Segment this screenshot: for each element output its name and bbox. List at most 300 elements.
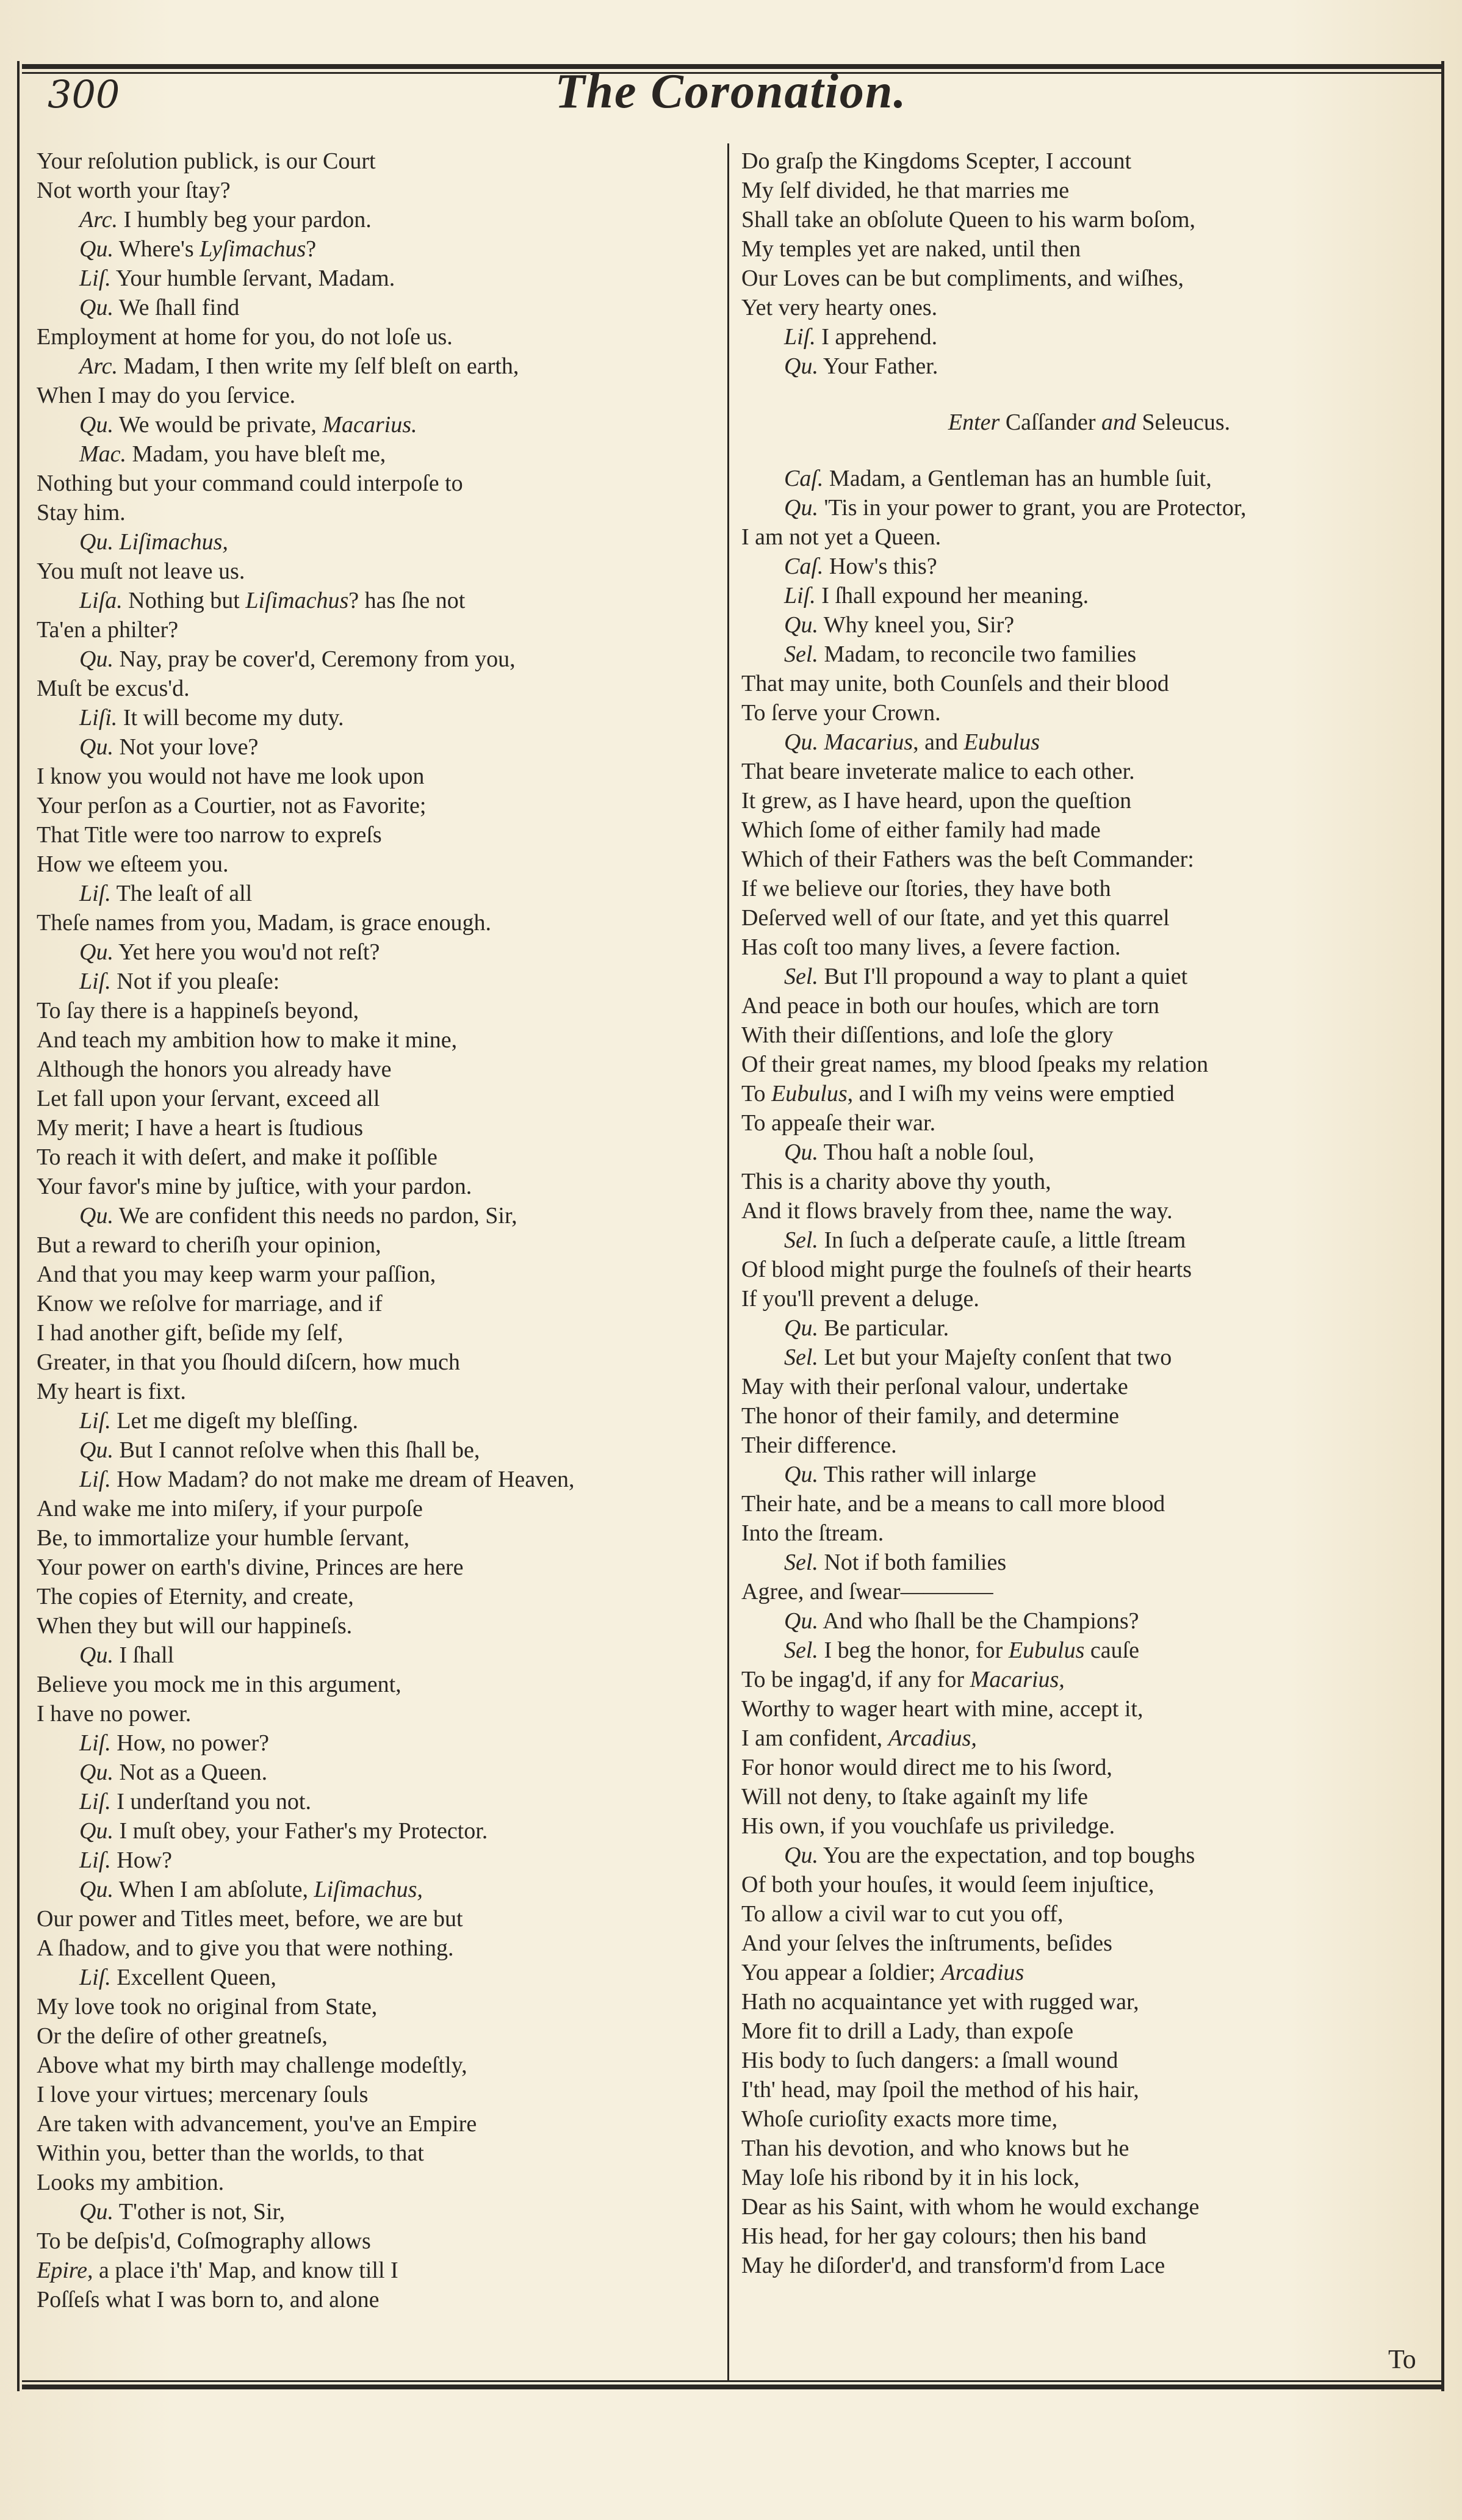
line-text: Not as a Queen. [113, 1760, 268, 1785]
italic-text: Macarius [824, 729, 913, 755]
line-text: Which ſome of either family had made [741, 817, 1101, 843]
line-text: Your favor's mine by juſtice, with your pardon. [37, 1174, 472, 1199]
line-text: Their hate, and be a means to call more blood [741, 1491, 1165, 1517]
speaker-prefix: Qu. [784, 1608, 818, 1634]
verse-line [741, 874, 1437, 903]
line-text: Your Father. [818, 353, 938, 379]
line-text: Dear as his Saint, with whom he would exchange [741, 2194, 1200, 2220]
verse-line [741, 234, 1437, 264]
verse-line [741, 1958, 1437, 1987]
speech-line [741, 1606, 1437, 1636]
line-text: His own, if you vouchſafe us priviledge. [741, 1813, 1115, 1839]
running-title: The Coronation. [555, 65, 907, 118]
speech-line [37, 1787, 720, 1816]
verse-line [741, 1401, 1437, 1431]
speech-line [37, 1816, 720, 1846]
line-text: Nothing but [122, 588, 246, 613]
line-text: My merit; I have a heart is ſtudious [37, 1115, 364, 1141]
speech-line [741, 1460, 1437, 1489]
line-text: Madam, you have bleſt me, [126, 441, 386, 467]
verse-line [37, 322, 720, 352]
line-text: Your power on earth's divine, Princes are here [37, 1554, 464, 1580]
speaker-prefix: Liſ. [79, 969, 111, 994]
verse-line [741, 1577, 1437, 1606]
verse-line [741, 991, 1437, 1020]
line-text: I ſhall expound her meaning. [815, 583, 1089, 608]
speech-line [37, 1728, 720, 1758]
speech-line [741, 1636, 1437, 1665]
verse-line [741, 146, 1437, 176]
speaker-prefix: Liſ. [79, 1789, 111, 1814]
speaker-prefix: Liſ. [79, 1467, 111, 1492]
stage-direction [741, 381, 1437, 464]
verse-line [741, 1284, 1437, 1313]
speaker-prefix: Qu. [784, 1462, 818, 1487]
verse-line [741, 1694, 1437, 1724]
verse-line [741, 1987, 1437, 2016]
speech-line [741, 727, 1437, 757]
line-text: Muſt be excus'd. [37, 676, 190, 701]
line-text: I am not yet a Queen. [741, 524, 942, 550]
verse-line [37, 1582, 720, 1611]
speech-line [37, 234, 720, 264]
verse-line [741, 1665, 1437, 1694]
italic-text: and [1101, 410, 1137, 435]
verse-line [741, 1724, 1437, 1753]
verse-line [741, 1020, 1437, 1050]
line-text: To be ingag'd, if any for [741, 1667, 970, 1692]
verse-line [741, 786, 1437, 815]
line-text: I am confident, [741, 1725, 888, 1751]
line-text: Madam, to reconcile two families [818, 641, 1137, 667]
speech-line [37, 879, 720, 908]
verse-line [741, 1372, 1437, 1401]
verse-line [37, 1611, 720, 1641]
verse-line [37, 996, 720, 1025]
verse-line [37, 762, 720, 791]
speaker-prefix: Liſ. [784, 324, 816, 350]
verse-line [37, 1289, 720, 1318]
verse-line [741, 933, 1437, 962]
line-text: And wake me into miſery, if your purpoſe [37, 1496, 423, 1522]
line-text: The honor of their family, and determine [741, 1403, 1120, 1429]
speaker-prefix: Sel. [784, 1637, 818, 1663]
line-text: Although the honors you already have [37, 1056, 392, 1082]
line-text: I humbly beg your pardon. [117, 207, 372, 233]
speaker-prefix: Qu. [79, 295, 113, 320]
speech-line [37, 644, 720, 674]
verse-line [37, 1230, 720, 1260]
verse-line [741, 1050, 1437, 1079]
line-text: Poſſeſs what I was born to, and alone [37, 2287, 380, 2312]
speaker-prefix: Qu. [784, 612, 818, 638]
line-text: Within you, better than the worlds, to that [37, 2140, 424, 2166]
italic-text: Macarius. [322, 412, 417, 438]
line-text: Thou haſt a noble ſoul, [818, 1139, 1034, 1165]
line-text: It will become my duty. [117, 705, 344, 731]
speaker-prefix: Sel. [784, 1550, 818, 1575]
line-text: May with their perſonal valour, undertake [741, 1374, 1128, 1399]
line-text: If we believe our ſtories, they have both [741, 876, 1111, 901]
line-text: His body to ſuch dangers: a ſmall wound [741, 2048, 1118, 2073]
speaker-prefix: Mac. [79, 441, 127, 467]
line-text: You muſt not leave us. [37, 558, 245, 584]
line-text: How? [110, 1847, 173, 1873]
line-text: My ſelf divided, he that marries me [741, 178, 1070, 203]
line-text: T'other is not, Sir, [113, 2199, 286, 2225]
speech-line [37, 1963, 720, 1992]
line-text: Not your love? [113, 734, 259, 760]
speech-line [37, 2197, 720, 2226]
verse-line [741, 2016, 1437, 2046]
speaker-prefix: Liſ. [79, 1847, 111, 1873]
speaker-prefix: Liſi. [79, 705, 118, 731]
verse-line [741, 2251, 1437, 2280]
verse-line [37, 1933, 720, 1963]
line-text: , a place i'th' Map, and know till I [87, 2258, 398, 2283]
speech-line [741, 581, 1437, 610]
line-text: Be, to immortalize your humble ſervant, [37, 1525, 410, 1551]
verse-line [37, 1904, 720, 1933]
speaker-prefix: Qu. [784, 495, 818, 521]
line-text: Why kneel you, Sir? [818, 612, 1015, 638]
speech-line [37, 1875, 720, 1904]
verse-line [37, 1143, 720, 1172]
line-text: Not worth your ſtay? [37, 178, 231, 203]
line-text: I beg the honor, for [818, 1637, 1009, 1663]
line-text: Your humble ſervant, Madam. [110, 265, 395, 291]
speech-line [741, 1226, 1437, 1255]
verse-line [741, 1108, 1437, 1138]
line-text: cauſe [1084, 1637, 1140, 1663]
speech-line [37, 352, 720, 381]
line-text: To [741, 1081, 772, 1107]
line-text: The copies of Eternity, and create, [37, 1584, 354, 1609]
line-text: And it flows bravely from thee, name the way. [741, 1198, 1173, 1224]
line-text: To ſay there is a happineſs beyond, [37, 998, 359, 1024]
line-text: To reach it with deſert, and make it poſſible [37, 1144, 438, 1170]
speaker-prefix: Caſ. [784, 466, 824, 491]
line-text: Yet here you wou'd not reſt? [113, 939, 380, 965]
page-number: 300 [48, 72, 120, 117]
speaker-prefix: Qu. [784, 1139, 818, 1165]
verse-line [741, 1753, 1437, 1782]
speech-line [741, 464, 1437, 493]
verse-line [741, 1167, 1437, 1196]
speaker-prefix: Sel. [784, 1345, 818, 1370]
verse-line [741, 1518, 1437, 1548]
verse-line [37, 1699, 720, 1728]
verse-line [741, 522, 1437, 552]
line-text: Ta'en a philter? [37, 617, 179, 643]
speech-line [37, 527, 720, 557]
verse-line [37, 1260, 720, 1289]
speech-line [37, 732, 720, 762]
line-text: ? [306, 236, 317, 262]
speech-line [741, 1138, 1437, 1167]
verse-line [37, 1670, 720, 1699]
line-text: ? has ſhe not [348, 588, 466, 613]
line-text: You appear a ſoldier; [741, 1960, 942, 1985]
italic-text: Arcadius, [888, 1725, 977, 1751]
speech-line [37, 439, 720, 469]
line-text: How Madam? do not make me dream of Heaven, [110, 1467, 575, 1492]
line-text: Nay, pray be cover'd, Ceremony from you, [113, 646, 516, 672]
line-text: The leaſt of all [110, 881, 253, 906]
verse-line [37, 2168, 720, 2197]
line-text: I know you would not have me look upon [37, 764, 425, 789]
speaker-prefix: Liſ. [79, 1965, 111, 1990]
speech-line [741, 322, 1437, 352]
line-text: We are confident this needs no pardon, Sir, [113, 1203, 517, 1229]
line-text: Our power and Titles meet, before, we are but [37, 1906, 463, 1932]
line-text: And teach my ambition how to make it mine, [37, 1027, 458, 1053]
verse-line [37, 2021, 720, 2051]
verse-line [741, 1196, 1437, 1226]
column-divider [727, 143, 729, 2380]
line-text: And peace in both our houſes, which are torn [741, 993, 1159, 1019]
line-text: Be particular. [818, 1315, 949, 1341]
verse-line [37, 2109, 720, 2139]
speaker-prefix: Liſ. [79, 881, 111, 906]
verse-line [741, 698, 1437, 727]
verse-line [741, 2222, 1437, 2251]
line-text: A ſhadow, and to give you that were nothing. [37, 1935, 454, 1961]
speech-line [37, 1641, 720, 1670]
line-text: Let fall upon your ſervant, exceed all [37, 1086, 380, 1111]
speech-line [37, 264, 720, 293]
speaker-prefix: Arc. [79, 353, 118, 379]
speech-line [37, 703, 720, 732]
speaker-prefix: Sel. [784, 641, 818, 667]
speaker-prefix: Qu. [79, 2199, 113, 2225]
verse-line [37, 176, 720, 205]
catchword: To [1388, 2344, 1416, 2374]
line-text: More fit to drill a Lady, than expoſe [741, 2018, 1074, 2044]
line-text: That beare inveterate malice to each other. [741, 759, 1135, 784]
line-text: Greater, in that you ſhould diſcern, how much [37, 1349, 460, 1375]
verse-line [37, 2080, 720, 2109]
line-text: Do graſp the Kingdoms Scepter, I account [741, 148, 1132, 174]
line-text: How, no power? [110, 1730, 269, 1756]
speaker-prefix: Qu. [79, 236, 113, 262]
line-text: I apprehend. [815, 324, 938, 350]
verse-line [741, 669, 1437, 698]
line-text: Seleucus. [1136, 410, 1231, 435]
speech-line [741, 962, 1437, 991]
italic-text: Eubulus [771, 1081, 848, 1107]
line-text: Where's [113, 236, 200, 262]
line-text: Not if you pleaſe: [110, 969, 280, 994]
italic-text: Epire [37, 2258, 88, 2283]
verse-line [37, 1377, 720, 1406]
line-text: 'Tis in your power to grant, you are Protector, [818, 495, 1247, 521]
verse-line [741, 757, 1437, 786]
verse-line [741, 903, 1437, 933]
speech-line [37, 410, 720, 439]
line-text: I had another gift, beſide my ſelf, [37, 1320, 344, 1346]
speech-line [37, 1465, 720, 1494]
line-text: I underſtand you not. [110, 1789, 311, 1814]
verse-line [37, 1318, 720, 1348]
speech-line [741, 640, 1437, 669]
line-text: Madam, a Gentleman has an humble ſuit, [823, 466, 1212, 491]
verse-line [37, 850, 720, 879]
line-text: My temples yet are naked, until then [741, 236, 1081, 262]
line-text: But I'll propound a way to plant a quiet [818, 964, 1188, 989]
verse-line [741, 1782, 1437, 1811]
line-text: In ſuch a deſperate cauſe, a little ſtream [818, 1227, 1186, 1253]
italic-text: Lyſimachus [200, 236, 306, 262]
italic-text: Arcadius [941, 1960, 1024, 1985]
verse-line [741, 2075, 1437, 2104]
line-text: Or the deſire of other greatneſs, [37, 2023, 328, 2049]
verse-line [741, 1929, 1437, 1958]
speech-line [37, 205, 720, 234]
line-text: Whoſe curioſity exacts more time, [741, 2106, 1058, 2132]
line-text: It grew, as I have heard, upon the queſtion [741, 788, 1132, 814]
right-frame-line [1441, 61, 1444, 2391]
line-text: I'th' head, may ſpoil the method of his hair, [741, 2077, 1139, 2103]
speech-line [37, 937, 720, 967]
line-text: To allow a civil war to cut you off, [741, 1901, 1064, 1927]
line-text: I love your virtues; mercenary ſouls [37, 2082, 369, 2107]
line-text: When I am abſolute, [113, 1877, 314, 1902]
line-text: Believe you mock me in this argument, [37, 1672, 402, 1697]
line-text: Will not deny, to ſtake againſt my life [741, 1784, 1088, 1810]
line-text: Their difference. [741, 1432, 897, 1458]
line-text: Shall take an obſolute Queen to his warm boſom, [741, 207, 1196, 233]
line-text: Let but your Majeſty conſent that two [818, 1345, 1172, 1370]
line-text: Are taken with advancement, you've an Empire [37, 2111, 477, 2137]
verse-line [37, 2139, 720, 2168]
speaker-prefix: Sel. [784, 964, 818, 989]
italic-text: Liſimachus, [119, 529, 228, 555]
speech-line [37, 1435, 720, 1465]
line-text: My heart is fixt. [37, 1379, 186, 1404]
speaker-prefix: Liſ. [79, 1408, 111, 1434]
line-text: My love took no original from State, [37, 1994, 378, 2020]
verse-line [741, 845, 1437, 874]
verse-line [37, 1523, 720, 1553]
verse-line [37, 469, 720, 498]
verse-line [37, 1084, 720, 1113]
speaker-prefix: Liſa. [79, 588, 123, 613]
line-text: Which of their Fathers was the beſt Commander: [741, 847, 1194, 872]
speech-line [37, 1406, 720, 1435]
line-text: May he diſorder'd, and transform'd from Lace [741, 2253, 1165, 2278]
speaker-prefix: Qu. [79, 1877, 113, 1902]
speaker-prefix: Arc. [79, 207, 118, 233]
italic-text: Liſimachus [245, 588, 349, 613]
verse-line [741, 264, 1437, 293]
line-text: Our Loves can be but compliments, and wiſhes, [741, 265, 1184, 291]
line-text: Caſſander [999, 410, 1102, 435]
verse-line [741, 1255, 1437, 1284]
line-text: Your perſon as a Courtier, not as Favorite; [37, 793, 427, 818]
verse-line [741, 1899, 1437, 1929]
verse-line [741, 205, 1437, 234]
verse-line [37, 1992, 720, 2021]
speech-line [741, 493, 1437, 522]
verse-line [741, 815, 1437, 845]
line-text: Above what my birth may challenge modeſtly, [37, 2052, 467, 2078]
line-text: If you'll prevent a deluge. [741, 1286, 979, 1312]
verse-line [37, 498, 720, 527]
italic-text: Eubulus [1008, 1637, 1085, 1663]
line-text: , and [913, 729, 964, 755]
line-text: And your ſelves the inſtruments, beſides [741, 1930, 1112, 1956]
speaker-prefix: Caſ. [784, 554, 824, 579]
speech-line [741, 552, 1437, 581]
verse-line [37, 791, 720, 820]
verse-line [741, 1811, 1437, 1841]
verse-line [37, 381, 720, 410]
line-text: Employment at home for you, do not loſe us. [37, 324, 453, 350]
verse-line [37, 2256, 720, 2285]
line-text: Yet very hearty ones. [741, 295, 938, 320]
italic-text: Liſimachus, [314, 1877, 423, 1902]
speaker-prefix: Qu. [784, 729, 818, 755]
verse-line [741, 2192, 1437, 2222]
verse-line [741, 2046, 1437, 2075]
verse-line [37, 146, 720, 176]
line-text: May loſe his ribond by it in his lock, [741, 2165, 1080, 2190]
verse-line [741, 2134, 1437, 2163]
line-text: That may unite, both Counſels and their blood [741, 671, 1169, 696]
speaker-prefix: Qu. [79, 939, 113, 965]
line-text: I muſt obey, your Father's my Protector. [113, 1818, 488, 1844]
line-text: His head, for her gay colours; then his band [741, 2223, 1147, 2249]
speaker-prefix: Qu. [79, 734, 113, 760]
line-text: Of blood might purge the foulneſs of their hearts [741, 1257, 1192, 1282]
verse-line [37, 1553, 720, 1582]
verse-line [37, 1494, 720, 1523]
line-text: Than his devotion, and who knows but he [741, 2136, 1129, 2161]
speaker-prefix: Liſ. [79, 1730, 111, 1756]
speech-line [741, 1343, 1437, 1372]
line-text: To be deſpis'd, Coſmography allows [37, 2228, 371, 2254]
line-text: We ſhall find [113, 295, 240, 320]
line-text: Stay him. [37, 500, 126, 525]
line-text: You are the expectation, and top boughs [818, 1843, 1195, 1868]
line-text: And who ſhall be the Champions? [818, 1608, 1139, 1634]
line-text: When they but will our happineſs. [37, 1613, 353, 1639]
verse-line [37, 2226, 720, 2256]
verse-line [37, 1025, 720, 1055]
line-text: Your reſolution publick, is our Court [37, 148, 376, 174]
speech-line [37, 1201, 720, 1230]
line-text: Let me digeſt my bleſſing. [110, 1408, 359, 1434]
speech-line [741, 1313, 1437, 1343]
bottom-rule-thin [22, 2380, 1444, 2382]
speech-line [37, 1758, 720, 1787]
line-text: , and I wiſh my veins were emptied [847, 1081, 1175, 1107]
verse-line [741, 1489, 1437, 1518]
line-text: To appeaſe their war. [741, 1110, 936, 1136]
speaker-prefix: Sel. [784, 1227, 818, 1253]
bottom-rule [22, 2385, 1444, 2389]
verse-line [37, 1055, 720, 1084]
speaker-prefix: Liſ. [784, 583, 816, 608]
verse-line [741, 1870, 1437, 1899]
line-text: And that you may keep warm your paſſion, [37, 1262, 436, 1287]
verse-line [741, 1079, 1437, 1108]
line-text: For honor would direct me to his ſword, [741, 1755, 1112, 1780]
line-text: Looks my ambition. [37, 2170, 225, 2195]
line-text: Of their great names, my blood ſpeaks my relation [741, 1052, 1209, 1077]
speaker-prefix: Qu. [79, 646, 113, 672]
